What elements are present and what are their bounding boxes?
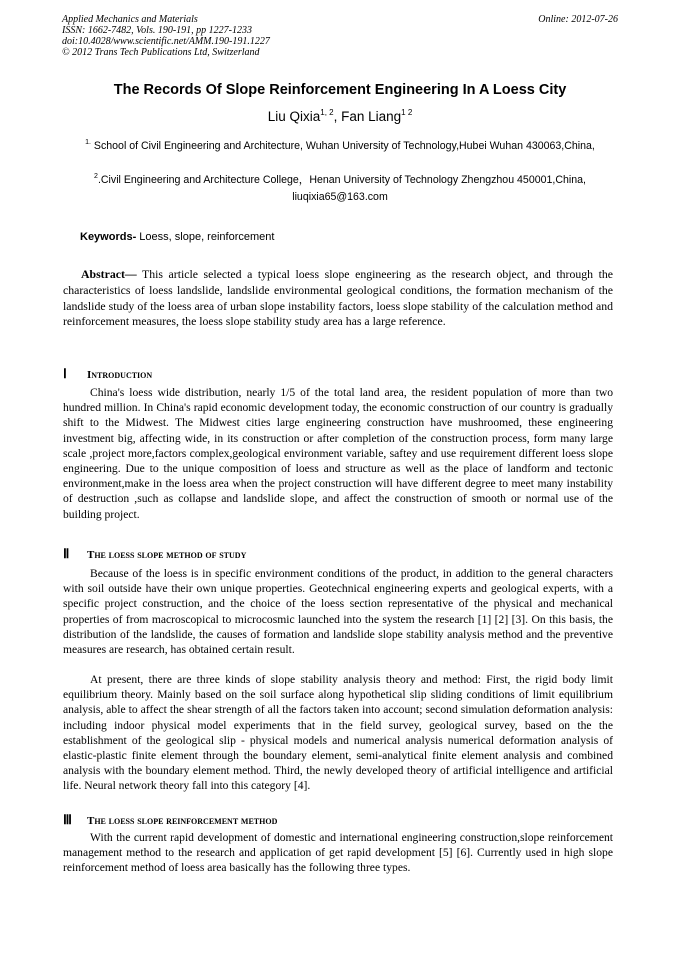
journal-name: Applied Mechanics and Materials bbox=[62, 14, 198, 25]
section-2-heading bbox=[63, 546, 246, 562]
keywords bbox=[80, 231, 274, 243]
affiliation-1-text: School of Civil Engineering and Architecture, Wuhan University of Technology,Hubei Wuhan 430063,China, bbox=[90, 140, 595, 152]
section-3-title: The loess slope reinforcement method bbox=[87, 815, 278, 827]
affiliation-2 bbox=[62, 168, 618, 206]
section-1-number: Ⅰ bbox=[63, 366, 67, 381]
author-line bbox=[62, 108, 618, 124]
affiliation-1-marker: 1. bbox=[85, 139, 91, 146]
section-2-paragraph-2: At present, there are three kinds of slope stability analysis theory and method: First, the rigid body limit equilibrium theory. Mainly based on the soil surface along hypothetical slip sliding conditions of limit equilibrium analysis, able to affect the shear strength of all the factors taken into account; second simulation deformation analysis: including indoor physical model experiments that in the field survey, geological survey, based on the the establishment of the geological slip - physical models and numerical analysis numerical deformation analysis of elastic-plastic finite element through the boundary element, semi-analytical finite element analysis and combined analysis with the boundary element method. Third, the newly developed theory of artificial intelligence and artificial life. Neural network theory fall into this category [4]. bbox=[63, 673, 613, 793]
keywords-label: Keywords- bbox=[80, 231, 137, 243]
issn-line: ISSN: 1662-7482, Vols. 190-191, pp 1227-1233 bbox=[62, 25, 252, 36]
author-1: Liu Qixia bbox=[267, 109, 321, 124]
section-1-title: Introduction bbox=[87, 369, 153, 381]
section-1-heading bbox=[63, 366, 152, 382]
section-2-number: Ⅱ bbox=[63, 546, 70, 561]
affiliation-1 bbox=[62, 134, 618, 155]
section-3-paragraph-1: With the current rapid development of domestic and international engineering construction,slope reinforcement management method to the research and application of get rapid development [5] [6]. Currently used in high slope reinforcement method of loess area basically has the following three types. bbox=[63, 831, 613, 875]
section-2-title: The loess slope method of study bbox=[87, 549, 247, 561]
copyright-line: © 2012 Trans Tech Publications Ltd, Switzerland bbox=[62, 47, 260, 58]
abstract bbox=[63, 267, 613, 330]
author-2-affil: 1 2 bbox=[401, 108, 413, 117]
author-1-affil: 1, 2 bbox=[320, 108, 334, 117]
abstract-text: This article selected a typical loess slope engineering as the research object, and through the characteristics of loess landslide, landslide environmental geological conditions, the formation mechanism of the landslide study of the loess area of urban slope instability factors, loess slope stability of the calculation method and reinforcement measures, the loess slope stability study area has a large reference. bbox=[63, 267, 613, 329]
paper-title: The Records Of Slope Reinforcement Engineering In A Loess City bbox=[113, 82, 567, 98]
section-3-number: Ⅲ bbox=[63, 812, 72, 827]
section-2-paragraph-1: Because of the loess is in specific environment conditions of the product, in addition to the general characters with soil outside have their own unique properties. Geotechnical engineering experts and geological experts, with a specific project construction, and the choice of the loess section representative of the physical and mechanical properties of from macroscopical to microcosmic launched into the system the research [1] [2] [3]. On this basis, the distribution of the landslide, the causes of formation and landslide slope stability analysis method and the preventive measures are research, has obtained certain result. bbox=[63, 567, 613, 657]
section-1-paragraph-1: China's loess wide distribution, nearly 1/5 of the total land area, the resident population of more than two hundred million. In China's rapid economic development today, the economic construction of our country is gradually shift to the Midwest. The Midwest cities large engineering construction have mushroomed, these engineering investment big, affecting wide, in its construction or after completion of the construction process, form many large scale ,project more,factors complex,geological environment variable, saftey and use requirement different loess slope engineering. Due to the unique composition of loess and structure as well as the place of landform and tectonic environment,make in the loess area when the project construction will have different degree to meet many instability of destruction ,such as collapse and landslide slope, and affect the construction of smooth or normal use of the building project. bbox=[63, 386, 613, 521]
affiliation-2-marker: 2 bbox=[94, 173, 98, 180]
keywords-text: Loess, slope, reinforcement bbox=[136, 231, 275, 243]
doi-line: doi:10.4028/www.scientific.net/AMM.190-191.1227 bbox=[62, 36, 270, 47]
section-3-heading bbox=[63, 812, 277, 828]
online-date: Online: 2012-07-26 bbox=[538, 14, 618, 25]
abstract-label: Abstract— bbox=[81, 267, 137, 281]
author-2: Fan Liang bbox=[341, 109, 402, 124]
journal-header bbox=[62, 14, 618, 58]
affiliation-2-text: .Civil Engineering and Architecture College，Henan University of Technology Zhengzhou 450001,China, liuqixia65@163.com bbox=[97, 174, 586, 203]
author-separator: , bbox=[333, 109, 342, 124]
